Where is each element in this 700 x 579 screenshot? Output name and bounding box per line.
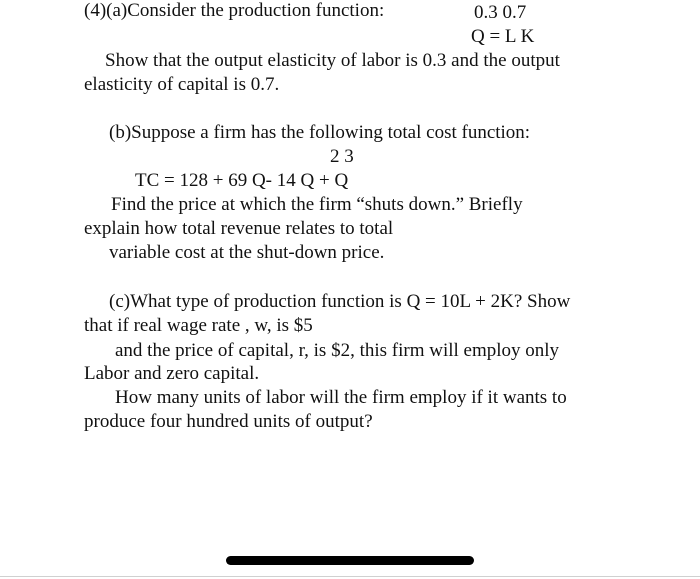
part-c-line-2: that if real wage rate , w, is $5: [84, 315, 313, 336]
part-c-line-5: How many units of labor will the firm employ if it wants to: [115, 387, 567, 408]
part-b-line-2: explain how total revenue relates to total: [84, 218, 394, 239]
part-c-line-6: produce four hundred units of output?: [84, 411, 373, 432]
part-c-line-3: and the price of capital, r, is $2, this firm will employ only: [115, 340, 560, 361]
part-c-line-1: (c)What type of production function is Q = 10L + 2K? Show: [109, 291, 571, 312]
part-a-line-1: Show that the output elasticity of labor is 0.3 and the output: [105, 50, 560, 71]
part-a-heading: (4)(a)Consider the production function:: [84, 0, 385, 21]
part-a-line-2: elasticity of capital is 0.7.: [84, 74, 280, 95]
part-c-line-4: Labor and zero capital.: [84, 363, 260, 384]
part-b-exponents: 2 3: [330, 146, 354, 167]
part-b-line-1: Find the price at which the firm “shuts down.” Briefly: [111, 194, 523, 215]
part-b-equation: TC = 128 + 69 Q- 14 Q + Q: [135, 170, 349, 191]
part-b-heading: (b)Suppose a firm has the following total cost function:: [109, 122, 531, 143]
part-b-line-3: variable cost at the shut-down price.: [109, 242, 385, 263]
home-indicator-bar[interactable]: [226, 556, 474, 565]
part-a-equation: Q = L K: [471, 26, 535, 47]
bottom-divider: [0, 576, 700, 577]
part-a-exponents: 0.3 0.7: [474, 2, 527, 23]
